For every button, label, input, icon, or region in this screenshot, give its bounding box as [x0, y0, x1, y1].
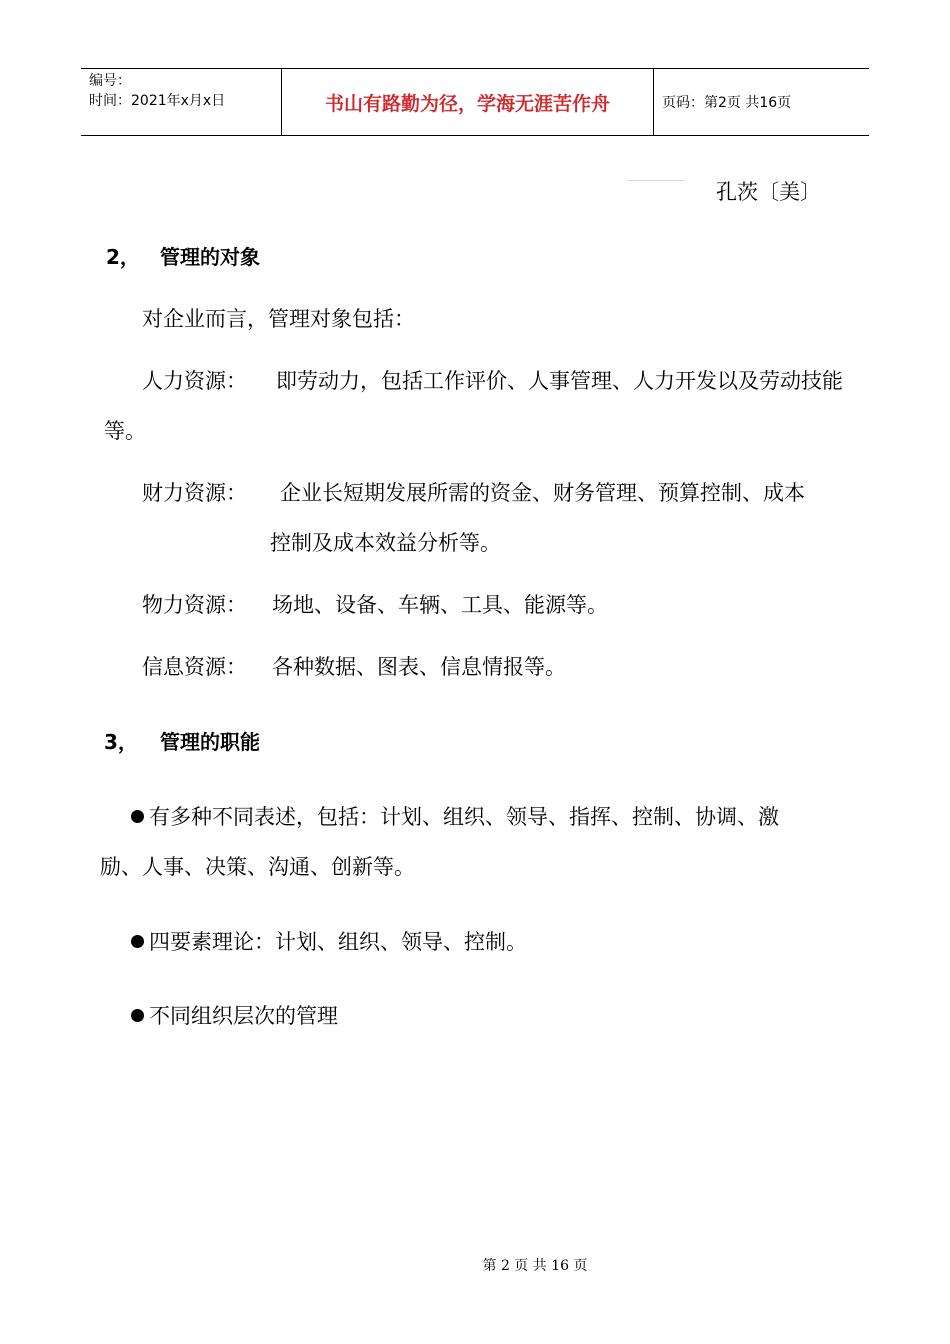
item-material-resources: [142, 580, 608, 630]
bullet-item: [131, 991, 338, 1041]
page-header: [81, 68, 869, 136]
section-2-number: 2，: [106, 245, 140, 269]
bullet-item-cont: 励、人事、决策、沟通、创新等。: [100, 855, 415, 879]
item-financial-resources-cont: 控制及成本效益分析等。: [270, 531, 501, 555]
bullet-text: 不同组织层次的管理: [149, 1004, 338, 1028]
section-2-heading: [106, 242, 260, 272]
bullet-item: [131, 792, 779, 842]
section-2-intro: 对企业而言，管理对象包括：: [142, 307, 415, 331]
item-information-resources: [142, 642, 566, 692]
author-name: 孔茨〔美〕: [716, 180, 821, 204]
item-financial-resources: [142, 468, 805, 518]
item-human-resources-cont: 等。: [104, 419, 146, 443]
author-underline: [627, 180, 685, 181]
item-label: 信息资源：: [142, 655, 247, 679]
bullet-icon: [131, 935, 144, 948]
section-2-title: 管理的对象: [160, 245, 260, 269]
item-label: 人力资源：: [142, 369, 247, 393]
bullet-icon: [131, 1009, 144, 1022]
item-text: 场地、设备、车辆、工具、能源等。: [272, 593, 608, 617]
bullet-icon: [131, 810, 144, 823]
bullet-text: 四要素理论：计划、组织、领导、控制。: [149, 930, 527, 954]
item-text: 企业长短期发展所需的资金、财务管理、预算控制、成本: [280, 481, 805, 505]
header-page-info: 页码：第2页 共16页: [662, 95, 792, 111]
item-label: 物力资源：: [142, 593, 247, 617]
bullet-item: [131, 917, 527, 967]
section-3-number: 3，: [104, 730, 138, 754]
item-label: 财力资源：: [142, 481, 247, 505]
header-motto: 书山有路勤为径，学海无涯苦作舟: [282, 69, 654, 135]
section-3-title: 管理的职能: [160, 730, 260, 754]
item-text: 即劳动力，包括工作评价、人事管理、人力开发以及劳动技能: [276, 369, 843, 393]
section-3-heading: [104, 727, 260, 757]
document-number-label: 编号：: [89, 73, 131, 89]
item-human-resources: [142, 356, 843, 406]
page-footer: 第 2 页 共 16 页: [482, 1258, 588, 1274]
item-text: 各种数据、图表、信息情报等。: [272, 655, 566, 679]
document-date-label: 时间：2021年x月x日: [89, 93, 226, 109]
header-meta-cell: [81, 69, 282, 135]
bullet-text: 有多种不同表述，包括：计划、组织、领导、指挥、控制、协调、激: [149, 805, 779, 829]
